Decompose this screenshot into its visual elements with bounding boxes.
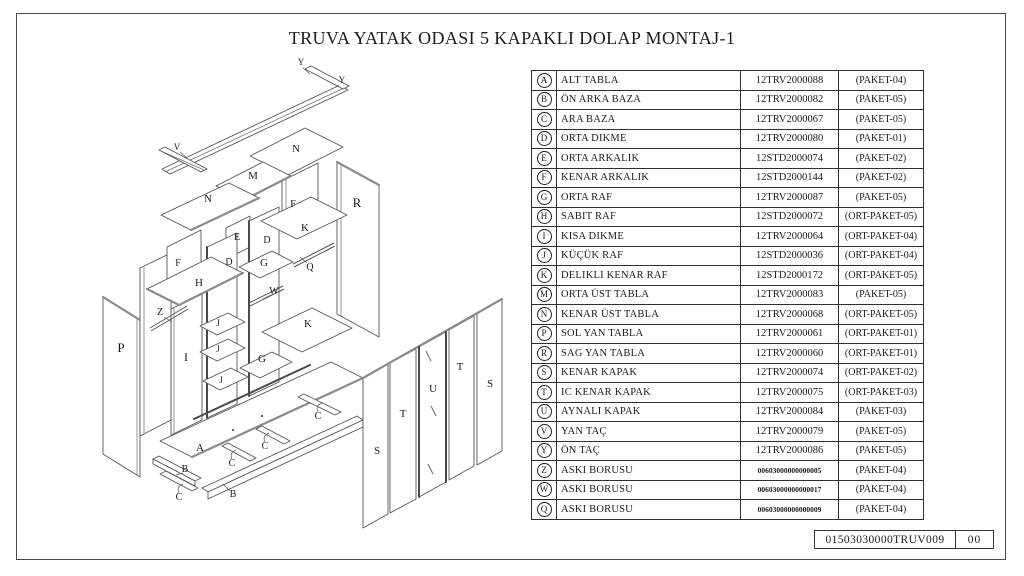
diagram-part-label: I xyxy=(184,350,188,364)
part-letter-badge: J xyxy=(537,248,552,263)
table-row xyxy=(532,286,923,306)
part-letter-badge: R xyxy=(537,346,552,361)
part-letter-badge: N xyxy=(537,307,552,322)
part-letter-badge: D xyxy=(537,131,552,146)
door-T-1 xyxy=(390,349,416,513)
part-code-cell: 12TRV2000061 xyxy=(741,325,839,344)
table-row xyxy=(532,325,923,345)
part-letter-cell xyxy=(532,188,557,207)
part-code-cell: 12TRV2000082 xyxy=(741,91,839,110)
diagram-part-label: J xyxy=(216,318,220,328)
part-code-cell: 12STD2000144 xyxy=(741,169,839,188)
part-paket-cell: (ORT-PAKET-03) xyxy=(844,386,918,398)
part-letter-cell xyxy=(532,344,557,363)
diagram-part-label: W xyxy=(269,286,279,297)
part-code-cell: 12STD2000074 xyxy=(741,149,839,168)
table-row xyxy=(532,91,923,111)
table-row xyxy=(532,208,923,228)
shelf-G-lower xyxy=(240,352,292,378)
part-paket-cell: (PAKET-05) xyxy=(855,191,907,203)
part-letter-badge: E xyxy=(537,151,552,166)
part-code-cell: 12TRV2000080 xyxy=(741,130,839,149)
part-paket-cell: (ORT-PAKET-01) xyxy=(844,328,918,340)
part-letter-badge: A xyxy=(537,73,552,88)
part-letter-cell xyxy=(532,169,557,188)
part-paket-cell: (PAKET-01) xyxy=(855,133,907,145)
part-letter-cell xyxy=(532,130,557,149)
part-name-cell: SABIT RAF xyxy=(557,208,741,227)
part-paket-cell: (ORT-PAKET-05) xyxy=(844,211,918,223)
part-name-cell: ORTA ÜST TABLA xyxy=(557,286,741,305)
diagram-part-label: D xyxy=(225,257,233,268)
part-letter-cell xyxy=(532,325,557,344)
part-letter-cell xyxy=(532,91,557,110)
diagram-part-label: E xyxy=(233,232,241,243)
part-letter-cell xyxy=(532,286,557,305)
table-row xyxy=(532,344,923,364)
diagram-part-label: V xyxy=(173,142,181,152)
table-row xyxy=(532,305,923,325)
panel-I-kisa-dikme xyxy=(171,294,202,435)
part-code-cell: 12TRV2000067 xyxy=(741,110,839,129)
part-letter-badge: I xyxy=(537,229,552,244)
part-letter-cell xyxy=(532,383,557,402)
diagram-part-label: D xyxy=(263,235,271,246)
diagram-part-label: G xyxy=(260,257,268,269)
part-letter-badge: W xyxy=(537,482,552,497)
diagram-part-label: T xyxy=(399,408,407,420)
part-paket-cell: (ORT-PAKET-05) xyxy=(844,269,918,281)
panel-P-sol-yan xyxy=(103,297,140,477)
part-paket-cell: (PAKET-05) xyxy=(855,94,907,106)
part-name-cell: ALT TABLA xyxy=(557,71,741,90)
part-code-cell: 12TRV2000087 xyxy=(741,188,839,207)
diagram-part-label: C xyxy=(175,492,183,503)
table-row xyxy=(532,500,923,519)
part-code-cell: 00603000000000017 xyxy=(741,481,839,500)
page-title: TRUVA YATAK ODASI 5 KAPAKLI DOLAP MONTAJ-1 xyxy=(288,28,736,48)
diagram-part-label: F xyxy=(290,199,296,210)
part-code-cell: 12STD2000072 xyxy=(741,208,839,227)
part-letter-cell xyxy=(532,71,557,90)
part-code-cell: 12TRV2000075 xyxy=(741,383,839,402)
table-row xyxy=(532,422,923,442)
part-paket-cell: (PAKET-04) xyxy=(855,503,907,515)
diagram-part-label: M xyxy=(248,170,258,182)
part-letter-badge: G xyxy=(537,190,552,205)
part-letter-badge: Q xyxy=(537,502,552,517)
table-row xyxy=(532,227,923,247)
diagram-part-label: Z xyxy=(156,307,164,318)
part-paket-cell: (ORT-PAKET-04) xyxy=(844,230,918,242)
part-code-cell: 12TRV2000079 xyxy=(741,422,839,441)
table-row xyxy=(532,247,923,267)
part-code-cell: 12TRV2000084 xyxy=(741,403,839,422)
part-name-cell: KISA DIKME xyxy=(557,227,741,246)
part-code-cell: 12TRV2000088 xyxy=(741,71,839,90)
table-row xyxy=(532,461,923,481)
part-paket-cell: (ORT-PAKET-05) xyxy=(844,308,918,320)
diagram-part-label: K xyxy=(301,222,309,234)
diagram-part-label: C xyxy=(261,441,269,452)
part-letter-badge: C xyxy=(537,112,552,127)
part-code-cell: 12TRV2000086 xyxy=(741,442,839,461)
part-name-cell: ORTA RAF xyxy=(557,188,741,207)
part-paket-cell: (ORT-PAKET-02) xyxy=(844,367,918,379)
part-letter-badge: F xyxy=(537,170,552,185)
diagram-part-label: T xyxy=(456,361,464,373)
part-name-cell: AYNALI KAPAK xyxy=(557,403,741,422)
table-row xyxy=(532,266,923,286)
diagram-part-label: J xyxy=(216,344,220,354)
part-code-cell: 12STD2000036 xyxy=(741,247,839,266)
part-name-cell: DELIKLI KENAR RAF xyxy=(557,266,741,285)
doc-revision: 00 xyxy=(967,533,982,546)
part-name-cell: KÜÇÜK RAF xyxy=(557,247,741,266)
part-name-cell: ARA BAZA xyxy=(557,110,741,129)
diagram-part-label: Q xyxy=(306,262,314,273)
diagram-part-label: B xyxy=(181,464,189,475)
doc-number-box xyxy=(814,530,994,549)
diagram-part-label: C xyxy=(314,411,322,422)
part-letter-badge: H xyxy=(537,209,552,224)
diagram-part-label: K xyxy=(304,318,312,330)
doc-number: 01503030000TRUV009 xyxy=(815,531,956,548)
diagram-part-label: U xyxy=(429,383,437,395)
part-letter-cell xyxy=(532,364,557,383)
part-code-cell: 12TRV2000060 xyxy=(741,344,839,363)
diagram-part-label: S xyxy=(486,378,494,390)
part-code-cell: 12TRV2000074 xyxy=(741,364,839,383)
part-name-cell: KENAR ÜST TABLA xyxy=(557,305,741,324)
door-panels xyxy=(363,299,502,528)
table-row xyxy=(532,71,923,91)
part-paket-cell: (PAKET-05) xyxy=(855,445,907,457)
part-letter-cell xyxy=(532,422,557,441)
diagram-part-label: A xyxy=(196,442,204,454)
part-letter-cell xyxy=(532,110,557,129)
diagram-part-label: R xyxy=(352,195,362,210)
part-paket-cell: (PAKET-04) xyxy=(855,464,907,476)
table-row xyxy=(532,442,923,462)
part-letter-badge: V xyxy=(537,424,552,439)
part-letter-badge: B xyxy=(537,92,552,107)
table-row xyxy=(532,403,923,423)
part-letter-cell xyxy=(532,442,557,461)
part-paket-cell: (PAKET-03) xyxy=(855,406,907,418)
part-name-cell: ASKI BORUSU xyxy=(557,481,741,500)
diagram-part-label: N xyxy=(204,193,212,205)
diagram-part-label: G xyxy=(258,353,266,365)
part-paket-cell: (PAKET-05) xyxy=(855,289,907,301)
table-row xyxy=(532,130,923,150)
part-paket-cell: (PAKET-04) xyxy=(855,484,907,496)
part-name-cell: ORTA ARKALIK xyxy=(557,149,741,168)
part-name-cell: ÖN TAÇ xyxy=(557,442,741,461)
part-paket-cell: (PAKET-02) xyxy=(855,152,907,164)
part-name-cell: KENAR KAPAK xyxy=(557,364,741,383)
part-paket-cell: (ORT-PAKET-01) xyxy=(844,347,918,359)
part-name-cell: ÖN ARKA BAZA xyxy=(557,91,741,110)
part-letter-cell xyxy=(532,208,557,227)
part-letter-badge: Y xyxy=(537,443,552,458)
part-letter-cell xyxy=(532,266,557,285)
part-letter-badge: M xyxy=(537,287,552,302)
rail-C-2 xyxy=(222,443,256,461)
part-name-cell: YAN TAÇ xyxy=(557,422,741,441)
part-code-cell: 00603000000000009 xyxy=(741,500,839,519)
diagram-part-label: C xyxy=(228,458,236,469)
diagram-part-label: F xyxy=(175,258,181,269)
part-name-cell: KENAR ARKALIK xyxy=(557,169,741,188)
part-code-cell: 12STD2000172 xyxy=(741,266,839,285)
diagram-part-label: B xyxy=(229,489,237,500)
part-paket-cell: (PAKET-05) xyxy=(855,425,907,437)
diagram-part-label: Y xyxy=(297,57,305,67)
part-code-cell: 12TRV2000064 xyxy=(741,227,839,246)
part-letter-cell xyxy=(532,247,557,266)
parts-table-body xyxy=(532,71,923,519)
part-letter-cell xyxy=(532,403,557,422)
part-name-cell: ORTA DIKME xyxy=(557,130,741,149)
table-row xyxy=(532,188,923,208)
diagram-part-label: N xyxy=(292,143,300,155)
part-name-cell: SOL YAN TABLA xyxy=(557,325,741,344)
part-paket-cell: (ORT-PAKET-04) xyxy=(844,250,918,262)
part-letter-badge: P xyxy=(537,326,552,341)
panel-R-sag-yan xyxy=(337,162,379,337)
part-letter-cell xyxy=(532,481,557,500)
table-row xyxy=(532,481,923,501)
rod-Q xyxy=(293,243,334,264)
part-letter-cell xyxy=(532,500,557,519)
part-paket-cell: (PAKET-04) xyxy=(855,74,907,86)
table-row xyxy=(532,149,923,169)
part-letter-badge: T xyxy=(537,385,552,400)
part-letter-cell xyxy=(532,227,557,246)
part-letter-badge: U xyxy=(537,404,552,419)
part-code-cell: 00603000000000005 xyxy=(741,461,839,480)
part-letter-badge: S xyxy=(537,365,552,380)
diagram-part-label: S xyxy=(373,445,381,457)
diagram-part-label: Y xyxy=(338,75,346,85)
diagram-part-label: J xyxy=(219,375,223,385)
table-row xyxy=(532,110,923,130)
table-row xyxy=(532,364,923,384)
part-letter-cell xyxy=(532,305,557,324)
part-letter-cell xyxy=(532,149,557,168)
parts-table xyxy=(531,70,924,520)
part-name-cell: ASKI BORUSU xyxy=(557,500,741,519)
part-letter-badge: Z xyxy=(537,463,552,478)
table-row xyxy=(532,169,923,189)
part-letter-badge: K xyxy=(537,268,552,283)
part-code-cell: 12TRV2000083 xyxy=(741,286,839,305)
table-row xyxy=(532,383,923,403)
part-paket-cell: (PAKET-02) xyxy=(855,172,907,184)
part-name-cell: SAG YAN TABLA xyxy=(557,344,741,363)
diagram-part-label: P xyxy=(117,340,125,355)
part-letter-cell xyxy=(532,461,557,480)
door-T-2 xyxy=(449,316,474,480)
diagram-part-label: H xyxy=(195,277,203,289)
part-paket-cell: (PAKET-05) xyxy=(855,113,907,125)
part-name-cell: ASKI BORUSU xyxy=(557,461,741,480)
part-code-cell: 12TRV2000068 xyxy=(741,305,839,324)
part-name-cell: IC KENAR KAPAK xyxy=(557,383,741,402)
